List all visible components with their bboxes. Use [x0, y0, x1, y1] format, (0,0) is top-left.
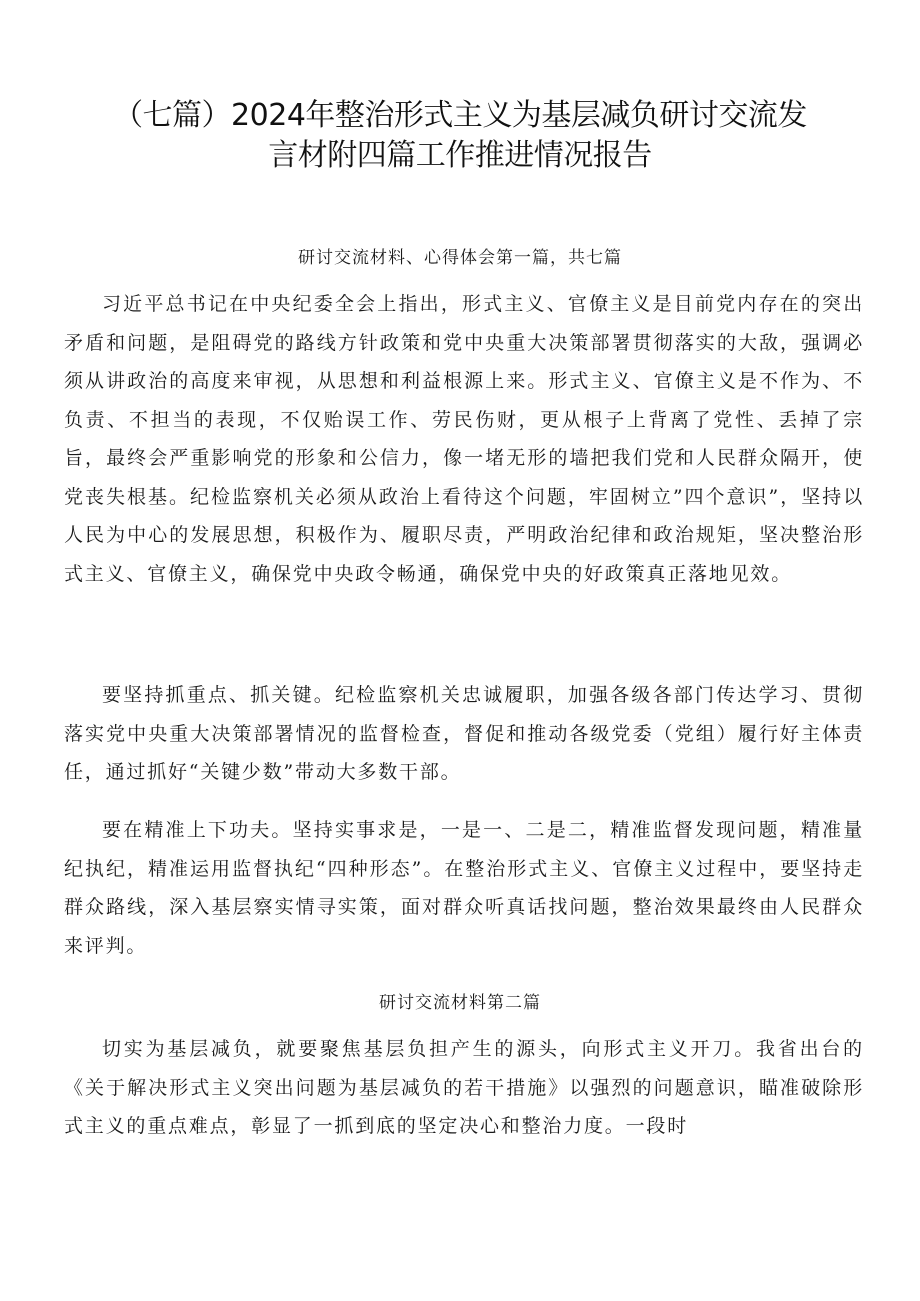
paragraph: 要坚持抓重点、抓关键。纪检监察机关忠诚履职，加强各级各部门传达学习、贯彻落实党中央重大决策部署情况的监督检查，督促和推动各级党委（党组）履行好主体责任，通过抓好“关键少数”带动大多数干部。 — [64, 684, 864, 783]
section-heading-2: 研讨交流材料第二篇 — [379, 993, 541, 1013]
paragraph: 要在精准上下功夫。坚持实事求是，一是一、二是二，精准监督发现问题，精准量纪执纪，精准运用监督执纪“四种形态”。在整治形式主义、官僚主义过程中，要坚持走群众路线，深入基层察实情寻实策，面对群众听真话找问题，整治效果最终由人民群众来评判。 — [64, 819, 864, 957]
paragraph: 切实为基层减负，就要聚焦基层负担产生的源头，向形式主义开刀。我省出台的《关于解决形式主义突出问题为基层减负的若干措施》以强烈的问题意识，瞄准破除形式主义的重点难点，彰显了一抓到底的坚定决心和整治力度。一段时 — [64, 1038, 864, 1137]
title-line-1: （七篇）2024年整治形式主义为基层减负研讨交流发 — [113, 98, 807, 133]
document-title — [90, 96, 830, 176]
section-heading-1: 研讨交流材料、心得体会第一篇，共七篇 — [298, 248, 622, 268]
paragraph: 习近平总书记在中央纪委全会上指出，形式主义、官僚主义是目前党内存在的突出矛盾和问题，是阻碍党的路线方针政策和党中央重大决策部署贯彻落实的大敌，强调必须从讲政治的高度来审视，从思想和利益根源上来。形式主义、官僚主义是不作为、不负责、不担当的表现，不仅贻误工作、劳民伤财，更从根子上背离了党性、丢掉了宗旨，最终会严重影响党的形象和公信力，像一堵无形的墙把我们党和人民群众隔开，使党丧失根基。纪检监察机关必须从政治上看待这个问题，牢固树立”四个意识”，坚持以人民为中心的发展思想，积极作为、履职尽责，严明政治纪律和政治规矩，坚决整治形式主义、官僚主义，确保党中央政令畅通，确保党中央的好政策真正落地见效。 — [64, 293, 864, 585]
title-line-2: 言材附四篇工作推进情况报告 — [268, 138, 652, 173]
